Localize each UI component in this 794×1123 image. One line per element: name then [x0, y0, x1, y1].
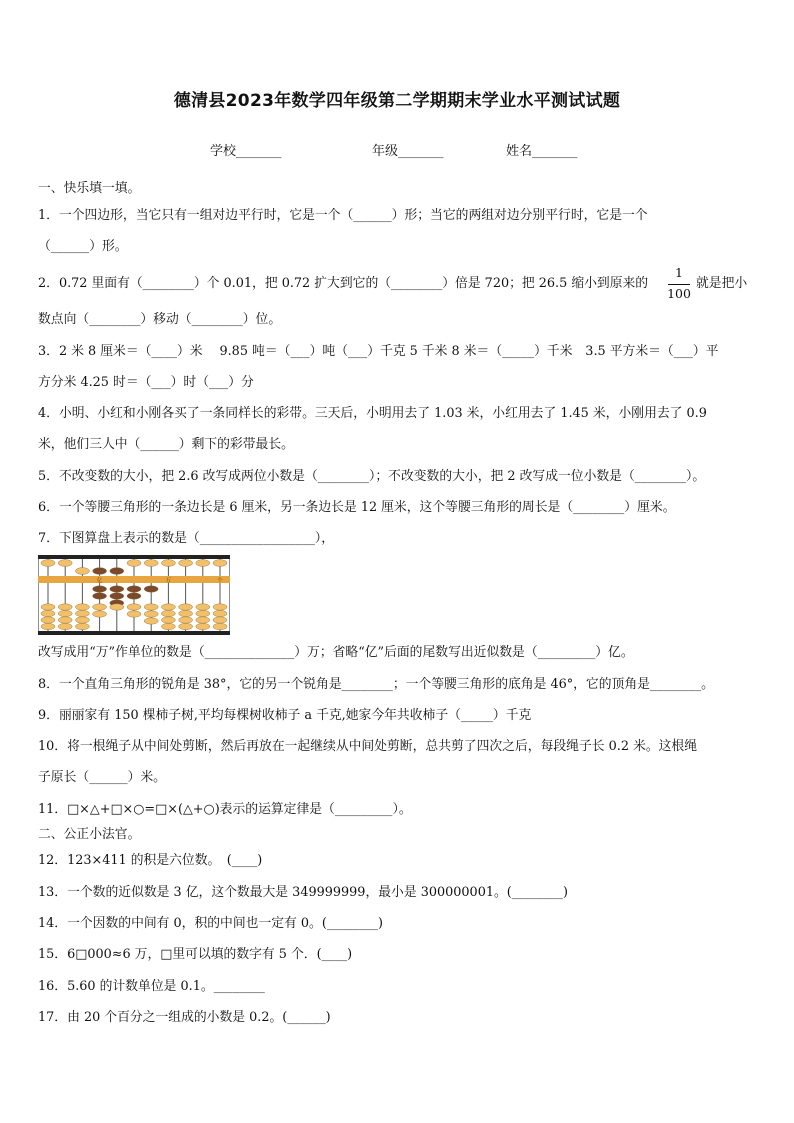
fraction-one-hundredth — [665, 265, 693, 305]
abacus-lower-bead — [213, 604, 227, 610]
abacus-lower-bead — [127, 604, 141, 610]
abacus-lower-bead — [196, 617, 210, 623]
question-7: 7．下图算盘上表示的数是（__________________）， — [38, 531, 335, 546]
abacus-lower-bead — [58, 610, 72, 616]
abacus-lower-bead — [75, 610, 89, 616]
question-13: 13．一个数的近似数是 3 亿，这个数最大是 349999999，最小是 300000001。(________) — [38, 885, 568, 900]
abacus-upper-bead — [161, 560, 175, 567]
abacus-upper-bead — [75, 568, 89, 575]
abacus-lower-bead — [161, 610, 175, 616]
abacus-top-rail — [38, 555, 230, 559]
abacus-lower-bead — [196, 604, 210, 610]
question-4-line-1: 4．小明、小红和小刚各买了一条同样长的彩带。三天后，小明用去了 1.03 米，小红用去了 1.45 米，小刚用去了 0.9 — [38, 406, 707, 421]
abacus-upper-bead — [179, 560, 193, 567]
abacus-lower-bead — [41, 604, 55, 610]
school-field: 学校_______ — [210, 144, 282, 159]
abacus-upper-bead — [127, 560, 141, 567]
section-heading-2: 二、公正小法官。 — [38, 827, 141, 842]
abacus-lower-bead — [144, 604, 158, 610]
abacus-lower-bead — [196, 610, 210, 616]
abacus-lower-bead — [93, 604, 107, 610]
question-5: 5．不改变数的大小，把 2.6 改写成两位小数是（________）；不改变数的大小，把 2 改写成一位小数是（________）。 — [38, 469, 706, 484]
abacus-lower-bead — [110, 586, 124, 592]
question-3-line-2: 方分米 4.25 时＝（___）时（___）分 — [38, 375, 254, 390]
abacus-lower-bead — [179, 610, 193, 616]
abacus-lower-bead — [110, 604, 124, 610]
abacus-lower-bead — [58, 617, 72, 623]
fraction-numerator: 1 — [675, 265, 683, 280]
question-17: 17．由 20 个百分之一组成的小数是 0.2。(______) — [38, 1010, 331, 1025]
page-title: 德清县2023年数学四年级第二学期期末学业水平测试试题 — [173, 91, 621, 111]
abacus-lower-bead — [213, 617, 227, 623]
question-8: 8．一个直角三角形的锐角是 38°，它的另一个锐角是________；一个等腰三角形的底角是 46°，它的顶角是________。 — [38, 677, 714, 692]
abacus-lower-bead — [179, 617, 193, 623]
abacus-lower-bead — [58, 604, 72, 610]
abacus-lower-bead — [110, 593, 124, 599]
question-12: 12．123×411 的积是六位数。 (____) — [38, 853, 263, 868]
abacus-lower-bead — [75, 604, 89, 610]
abacus-lower-bead — [144, 611, 158, 617]
abacus-upper-bead — [58, 560, 72, 567]
abacus-lower-bead — [213, 610, 227, 616]
section-heading-1: 一、快乐填一填。 — [38, 181, 141, 196]
fraction-bar — [668, 284, 690, 285]
name-field: 姓名_______ — [506, 144, 578, 159]
grade-field: 年级_______ — [372, 144, 444, 159]
fraction-denominator: 100 — [667, 286, 691, 301]
abacus-unit-label: 亿 — [96, 578, 103, 584]
question-7-continued: 改写成用“万”作单位的数是（______________）万；省略“亿”后面的尾数写出近似数是（_________）亿。 — [38, 645, 634, 660]
abacus-lower-bead — [127, 593, 141, 599]
abacus-lower-bead — [161, 617, 175, 623]
abacus-lower-bead — [179, 623, 193, 629]
question-16: 16．5.60 的计数单位是 0.1。________ — [38, 979, 265, 994]
question-1-line-1: 1．一个四边形，当它只有一组对边平行时，它是一个（______）形；当它的两组对边分别平行时，它是一个 — [38, 208, 648, 223]
abacus-lower-bead — [93, 586, 107, 592]
abacus-lower-bead — [144, 586, 158, 592]
abacus-lower-bead — [127, 611, 141, 617]
abacus-upper-bead — [213, 560, 227, 567]
abacus-lower-bead — [93, 611, 107, 617]
abacus-lower-bead — [127, 586, 141, 592]
question-10-line-1: 10．将一根绳子从中间处剪断，然后再放在一起继续从中间处剪断，总共剪了四次之后，每段绳子长 0.2 米。这根绳 — [38, 739, 698, 754]
abacus-upper-bead — [41, 560, 55, 567]
question-11: 11．□×△+□×○=□×(△+○)表示的运算定律是（_________）。 — [38, 802, 412, 817]
abacus-image — [38, 555, 230, 635]
abacus-lower-bead — [75, 617, 89, 623]
abacus-upper-bead — [196, 560, 210, 567]
question-14: 14．一个因数的中间有 0，积的中间也一定有 0。(________) — [38, 916, 384, 931]
question-4-line-2: 米，他们三人中（______）剩下的彩带最长。 — [38, 437, 294, 452]
abacus-upper-bead — [144, 560, 158, 567]
abacus-lower-bead — [179, 604, 193, 610]
question-6: 6．一个等腰三角形的一条边长是 6 厘米，另一条边长是 12 厘米，这个等腰三角形的周长是（________）厘米。 — [38, 500, 676, 515]
question-15: 15．6□000≈6 万，□里可以填的数字有 5 个．(____) — [38, 947, 353, 962]
abacus-lower-bead — [196, 623, 210, 629]
abacus-bottom-rail — [38, 631, 230, 635]
abacus-lower-bead — [144, 618, 158, 624]
abacus-lower-bead — [41, 617, 55, 623]
question-2-line-2: 数点向（________）移动（________）位。 — [38, 312, 282, 327]
abacus-beam — [38, 576, 230, 583]
abacus-upper-bead — [110, 568, 124, 575]
question-2-line-1: 2．0.72 里面有（________）个 0.01，把 0.72 扩大到它的（________）倍是 720；把 26.5 缩小到原来的 — [38, 276, 649, 291]
abacus-lower-bead — [161, 604, 175, 610]
question-3-line-1: 3．2 米 8 厘米＝（____）米 9.85 吨＝（___）吨（___）千克 5 千米 8 米＝（_____）千米 3.5 平方米＝（___）平 — [38, 344, 719, 359]
question-10-line-2: 子原长（______）米。 — [38, 770, 166, 785]
question-9: 9．丽丽家有 150 棵柿子树,平均每棵树收柿子 a 千克,她家今年共收柿子（_____）千克 — [38, 708, 532, 723]
abacus-lower-bead — [41, 610, 55, 616]
abacus-unit-label: 万 — [165, 578, 172, 584]
abacus-lower-bead — [161, 623, 175, 629]
abacus-unit-label: 个 — [217, 578, 223, 584]
abacus-lower-bead — [58, 623, 72, 629]
abacus-upper-bead — [93, 568, 107, 575]
question-1-line-2: （______）形。 — [38, 239, 128, 254]
abacus-lower-bead — [41, 623, 55, 629]
question-2-line-1-tail: 就是把小 — [696, 276, 748, 291]
abacus-lower-bead — [213, 623, 227, 629]
abacus-lower-bead — [75, 623, 89, 629]
abacus-lower-bead — [93, 593, 107, 599]
